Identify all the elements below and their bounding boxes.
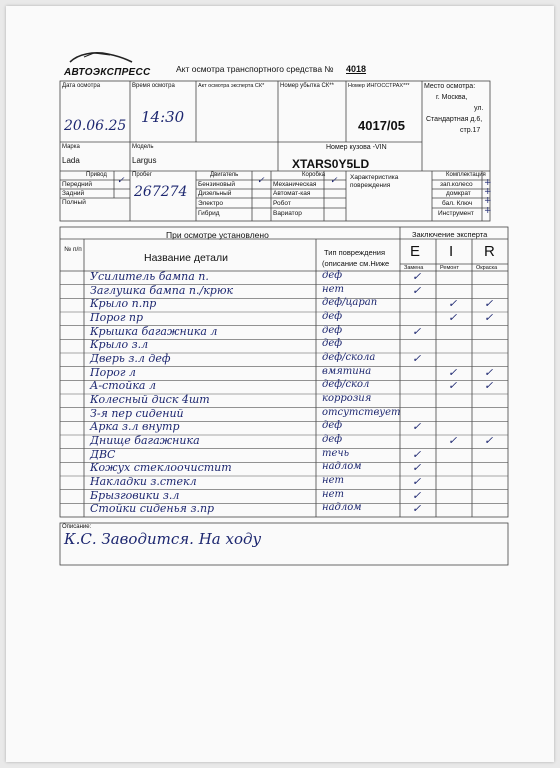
mileage-label: Пробег	[132, 172, 152, 178]
row-part-name: А-стойка л	[90, 379, 156, 393]
ingos-label: Номер ИНГОССТРАХ***	[348, 83, 410, 89]
date-value: 20.06.25	[64, 118, 127, 134]
row-part-name: З-я пер сидений	[90, 406, 184, 420]
vin-label: Номер кузова -VIN	[326, 144, 387, 151]
engine-item-diesel: Дизельный	[198, 190, 232, 197]
row-damage-type: деф	[322, 311, 343, 322]
gearbox-item-robot: Робот	[273, 200, 291, 207]
place-line-2: ул.	[474, 105, 484, 112]
row-paint-mark: ✓	[484, 311, 494, 324]
row-part-name: Усилитель бампа п.	[90, 270, 209, 283]
row-damage-type: деф	[322, 434, 343, 445]
time-value: 14:30	[141, 108, 185, 126]
row-damage-type: деф/скол	[322, 379, 370, 391]
place-label: Место осмотра:	[424, 83, 476, 90]
row-part-name: Стойки сиденья з.пр	[90, 502, 215, 516]
row-damage-type: деф	[322, 324, 343, 336]
col-e-header: E	[410, 243, 421, 260]
col-type-header-2: (описание см.Ниже	[322, 259, 390, 268]
time-label: Время осмотра	[132, 83, 175, 89]
row-damage-type: вмятина	[322, 365, 372, 377]
row-replace-mark: ✓	[412, 502, 422, 516]
row-part-name: Крыло п.пр	[90, 297, 157, 311]
row-part-name: Порог л	[90, 365, 136, 379]
row-damage-type: деф/царап	[322, 297, 378, 309]
row-repair-mark: ✓	[448, 297, 458, 311]
row-damage-type: отсутствует	[322, 406, 401, 418]
row-damage-type: течь	[322, 447, 350, 459]
drive-item-front: Передний	[62, 181, 93, 188]
row-part-name: Колесный диск 4шт	[90, 393, 210, 406]
row-damage-type: деф	[322, 270, 343, 281]
drive-check-icon: ✓	[117, 176, 125, 186]
gearbox-label: Коробка	[302, 172, 326, 178]
kit-item-wrench: бал. Ключ	[442, 200, 473, 207]
row-part-name: Крыло з.л	[90, 338, 149, 352]
vin-value: XTARS0Y5LD	[292, 157, 370, 171]
section-title: При осмотре установлено	[166, 230, 269, 240]
document-title: Акт осмотра транспортного средства №	[176, 64, 334, 74]
row-replace-mark: ✓	[412, 447, 422, 461]
engine-check-icon: ✓	[257, 176, 265, 186]
row-part-name: Кожух стеклоочистит	[90, 461, 232, 475]
row-repair-mark: ✓	[448, 365, 458, 379]
row-part-name: Брызговики з.л	[90, 488, 180, 502]
row-paint-mark: ✓	[484, 297, 494, 311]
engine-label: Двигатель	[210, 172, 239, 178]
row-damage-type: деф/скола	[322, 352, 376, 363]
row-repair-mark: ✓	[448, 434, 458, 447]
brand-value: Lada	[62, 156, 80, 165]
col-i-sub-header: Ремонт	[440, 265, 459, 271]
brand-label: Марка	[62, 144, 80, 150]
row-paint-mark: ✓	[484, 434, 494, 447]
description-label: Описание:	[62, 524, 92, 530]
col-e-sub-header: Замена	[404, 265, 424, 271]
row-part-name: Крышка багажника л	[90, 324, 218, 338]
engine-item-hybrid: Гибрид	[198, 210, 220, 217]
drive-item-full: Полный	[62, 199, 86, 206]
col-part-header: Название детали	[144, 252, 228, 264]
model-value: Largus	[132, 156, 157, 165]
row-replace-mark: ✓	[412, 352, 422, 365]
row-part-name: Днище багажника	[90, 434, 200, 447]
expert-act-label: Акт осмотра эксперта СК*	[198, 83, 265, 89]
inspection-act-document	[6, 6, 554, 762]
kit-label: Комплектация	[446, 172, 486, 178]
gearbox-item-cvt: Вариатор	[273, 210, 302, 217]
row-paint-mark: ✓	[484, 379, 494, 393]
col-num-header: № п/п	[64, 246, 82, 253]
description-text: К.С. Заводится. На ходу	[64, 530, 262, 548]
kit-mark-1: +	[484, 178, 492, 188]
place-line-3: Стандартная д.6,	[426, 116, 483, 123]
row-repair-mark: ✓	[448, 311, 458, 324]
row-part-name: ДВС	[90, 447, 116, 461]
row-replace-mark: ✓	[412, 324, 422, 338]
sk-loss-label: Номер убытка СК**	[280, 83, 334, 89]
kit-mark-4: +	[484, 206, 492, 216]
row-damage-type: нет	[322, 475, 344, 486]
model-label: Модель	[132, 144, 154, 150]
row-replace-mark: ✓	[412, 420, 422, 434]
row-part-name: Порог пр	[90, 311, 144, 324]
row-repair-mark: ✓	[448, 379, 458, 393]
kit-item-jack: домкрат	[446, 190, 471, 197]
kit-mark-3: +	[484, 196, 492, 206]
row-replace-mark: ✓	[412, 283, 422, 297]
row-paint-mark: ✓	[484, 365, 494, 379]
gearbox-item-manual: Механическая	[273, 181, 317, 188]
damage-char-label: Характеристика повреждения	[350, 174, 399, 189]
date-label: Дата осмотра	[62, 83, 101, 89]
row-damage-type: деф	[322, 338, 343, 350]
row-damage-type: коррозия	[322, 393, 372, 404]
row-damage-type: деф	[322, 420, 343, 432]
gearbox-item-auto: Автомат-кая	[273, 190, 311, 197]
engine-item-petrol: Бензиновый	[198, 181, 236, 188]
drive-label: Привод	[86, 172, 107, 178]
kit-item-spare-wheel: зап.колесо	[440, 181, 473, 188]
row-part-name: Заглушка бампа п./крюк	[90, 283, 234, 297]
row-damage-type: надлом	[322, 461, 362, 473]
col-i-header: I	[449, 243, 454, 260]
row-replace-mark: ✓	[412, 488, 422, 502]
row-part-name: Накладки з.стекл	[90, 475, 197, 488]
row-damage-type: нет	[322, 283, 344, 295]
row-replace-mark: ✓	[412, 475, 422, 488]
row-part-name: Арка з.л внутр	[90, 420, 180, 434]
col-r-sub-header: Окраска	[476, 265, 498, 271]
row-damage-type: нет	[322, 488, 344, 500]
expert-conclusion-title: Заключение эксперта	[412, 230, 488, 239]
ingos-value: 4017/05	[358, 118, 405, 133]
document-number: 4018	[346, 64, 367, 74]
gearbox-check-icon: ✓	[330, 176, 338, 186]
engine-item-electro: Электро	[198, 200, 223, 207]
drive-item-rear: Задний	[62, 190, 85, 197]
mileage-value: 267274	[134, 184, 188, 200]
row-replace-mark: ✓	[412, 461, 422, 475]
row-damage-type: надлом	[322, 502, 362, 514]
place-line-1: г. Москва,	[436, 94, 468, 101]
place-line-4: стр.17	[460, 127, 481, 134]
row-part-name: Дверь з.л деф	[90, 352, 171, 365]
kit-item-tools: Инструмент	[438, 210, 474, 217]
kit-mark-2: +	[484, 187, 492, 197]
brand-name: АВТОЭКСПРЕСС	[64, 67, 151, 78]
col-type-header-1: Тип повреждения	[324, 248, 386, 257]
col-r-header: R	[484, 243, 495, 260]
row-replace-mark: ✓	[412, 270, 422, 283]
